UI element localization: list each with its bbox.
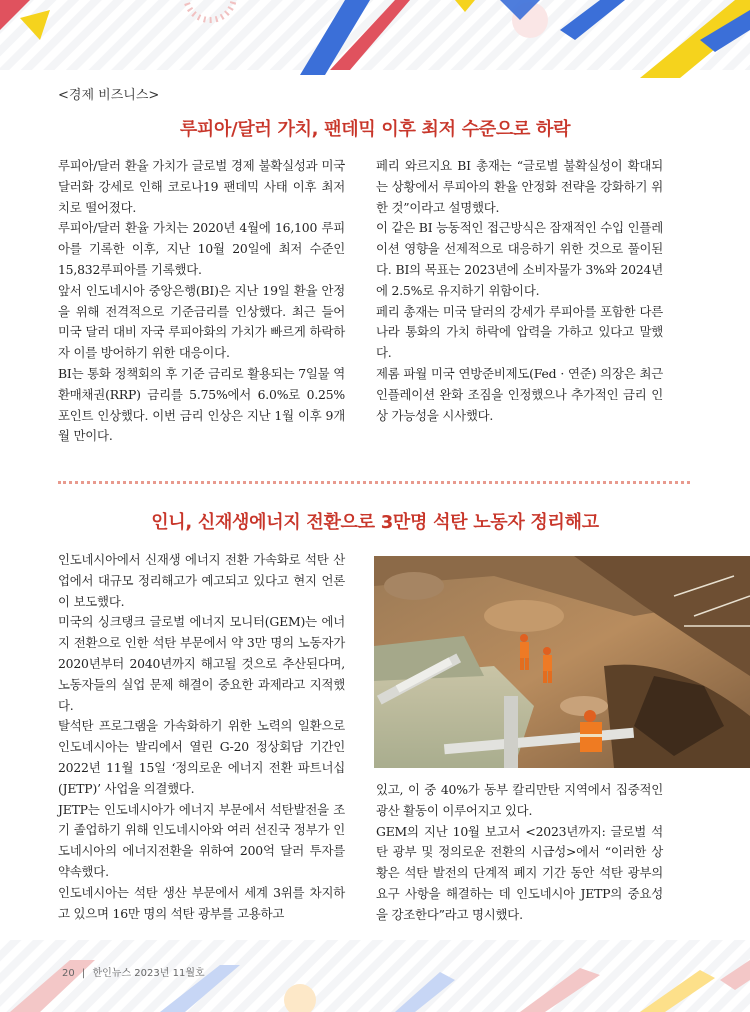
article2-paragraph: GEM의 지난 10월 보고서 <2023년까지: 글로벌 석탄 광부 및 정의로운 전환의 시급성>에서 “이러한 상황은 석탄 발전의 단계적 폐지 기간 동안 석탄 광부의 요구 사항을 해결하는 데 인도네시아 JETP의 중요성을 강조한다”라고 명시했다. [376, 823, 663, 922]
article1-right-column [376, 156, 663, 426]
article2-paragraph: JETP는 인도네시아가 에너지 부문에서 석탄발전을 조기 졸업하기 위해 인도네시아와 여러 선진국 정부가 인도네시아의 에너지전환을 위하여 200억 달러 투자를 약속했다. [58, 801, 345, 879]
article2-left-column [58, 550, 345, 924]
page-number: 20 [62, 968, 75, 979]
mine-collapse-photo [374, 556, 750, 768]
section-divider [58, 481, 690, 484]
article2-paragraph: 탈석탄 프로그램을 가속화하기 위한 노력의 일환으로 인도네시아는 발리에서 열린 G-20 정상회담 기간인 2022년 11월 15일 ‘정의로운 에너지 전환 파트너십(JETP)’ 사업을 의결했다. [58, 718, 345, 796]
article2-paragraph: 있고, 이 중 40%가 동부 칼리만탄 지역에서 집중적인 광산 활동이 이루어지고 있다. [376, 782, 663, 818]
footer-separator: | [81, 968, 86, 979]
article1-paragraph: 페리 와르지요 BI 총재는 “글로벌 불확실성이 확대되는 상황에서 루피아의 환율 안정화 전략을 강화하기 위한 것”이라고 설명했다. [376, 158, 663, 215]
article2-right-column [376, 780, 663, 926]
article1-paragraph: 이 같은 BI 능동적인 접근방식은 잠재적인 수입 인플레이션 영향을 선제적으로 대응하기 위한 것으로 풀이된다. BI의 목표는 2023년에 소비자물가 3%와 2024년에 2.5%로 유지하기 위함이다. [376, 220, 663, 298]
page-footer [62, 964, 205, 979]
article2-paragraph: 인도네시아에서 신재생 에너지 전환 가속화로 석탄 산업에서 대규모 정리해고가 예고되고 있다고 현지 언론이 보도했다. [58, 552, 345, 609]
article2-paragraph: 인도네시아는 석탄 생산 부문에서 세계 3위를 차지하고 있으며 16만 명의 석탄 광부를 고용하고 [58, 884, 345, 921]
article1-headline: 루피아/달러 가치, 팬데믹 이후 최저 수준으로 하락 [179, 119, 571, 140]
article1-paragraph: BI는 통화 정책회의 후 기준 금리로 활용되는 7일물 역환매채권(RRP) 금리를 5.75%에서 6.0%로 0.25%포인트 인상했다. 이번 금리 인상은 지난 1월 이후 9개월 만이다. [58, 365, 345, 444]
article1-left-column [58, 156, 345, 447]
article1-paragraph: 앞서 인도네시아 중앙은행(BI)은 지난 19일 환율 안정을 위해 전격적으로 기준금리를 인상했다. 최근 들어 미국 달러 대비 자국 루피아화의 가치가 빠르게 하락하자 이를 방어하기 위한 대응이다. [58, 282, 345, 361]
article1-paragraph: 페리 총재는 미국 달러의 강세가 루피아를 포함한 다른 나라 통화의 가치 하락에 압력을 가하고 있다고 말했다. [376, 303, 663, 361]
publication-name: 한인뉴스 2023년 11월호 [92, 968, 205, 979]
article2-paragraph: 미국의 싱크탱크 글로벌 에너지 모니터(GEM)는 에너지 전환으로 인한 석탄 부문에서 약 3만 명의 노동자가 2020년부터 2040년까지 해고될 것으로 추산된다며, 노동자들의 실업 문제 해결이 중요한 과제라고 지적했다. [58, 614, 345, 713]
article1-paragraph: 루피아/달러 환율 가치는 2020년 4월에 16,100 루피아를 기록한 이후, 지난 10월 20일에 최저 수준인 15,832루피아를 기록했다. [58, 220, 345, 277]
article1-paragraph: 루피아/달러 환율 가치가 글로벌 경제 불확실성과 미국 달러화 강세로 인해 코로나19 팬데믹 사태 이후 최저치로 떨어졌다. [58, 158, 345, 215]
article1-paragraph: 제롬 파월 미국 연방준비제도(Fed · 연준) 의장은 최근 인플레이션 완화 조짐을 인정했으나 추가적인 금리 인상 가능성을 시사했다. [376, 365, 663, 423]
article2-headline: 인니, 신재생에너지 전환으로 3만명 석탄 노동자 정리해고 [151, 512, 599, 533]
section-tag: <경제 비즈니스> [58, 88, 160, 103]
